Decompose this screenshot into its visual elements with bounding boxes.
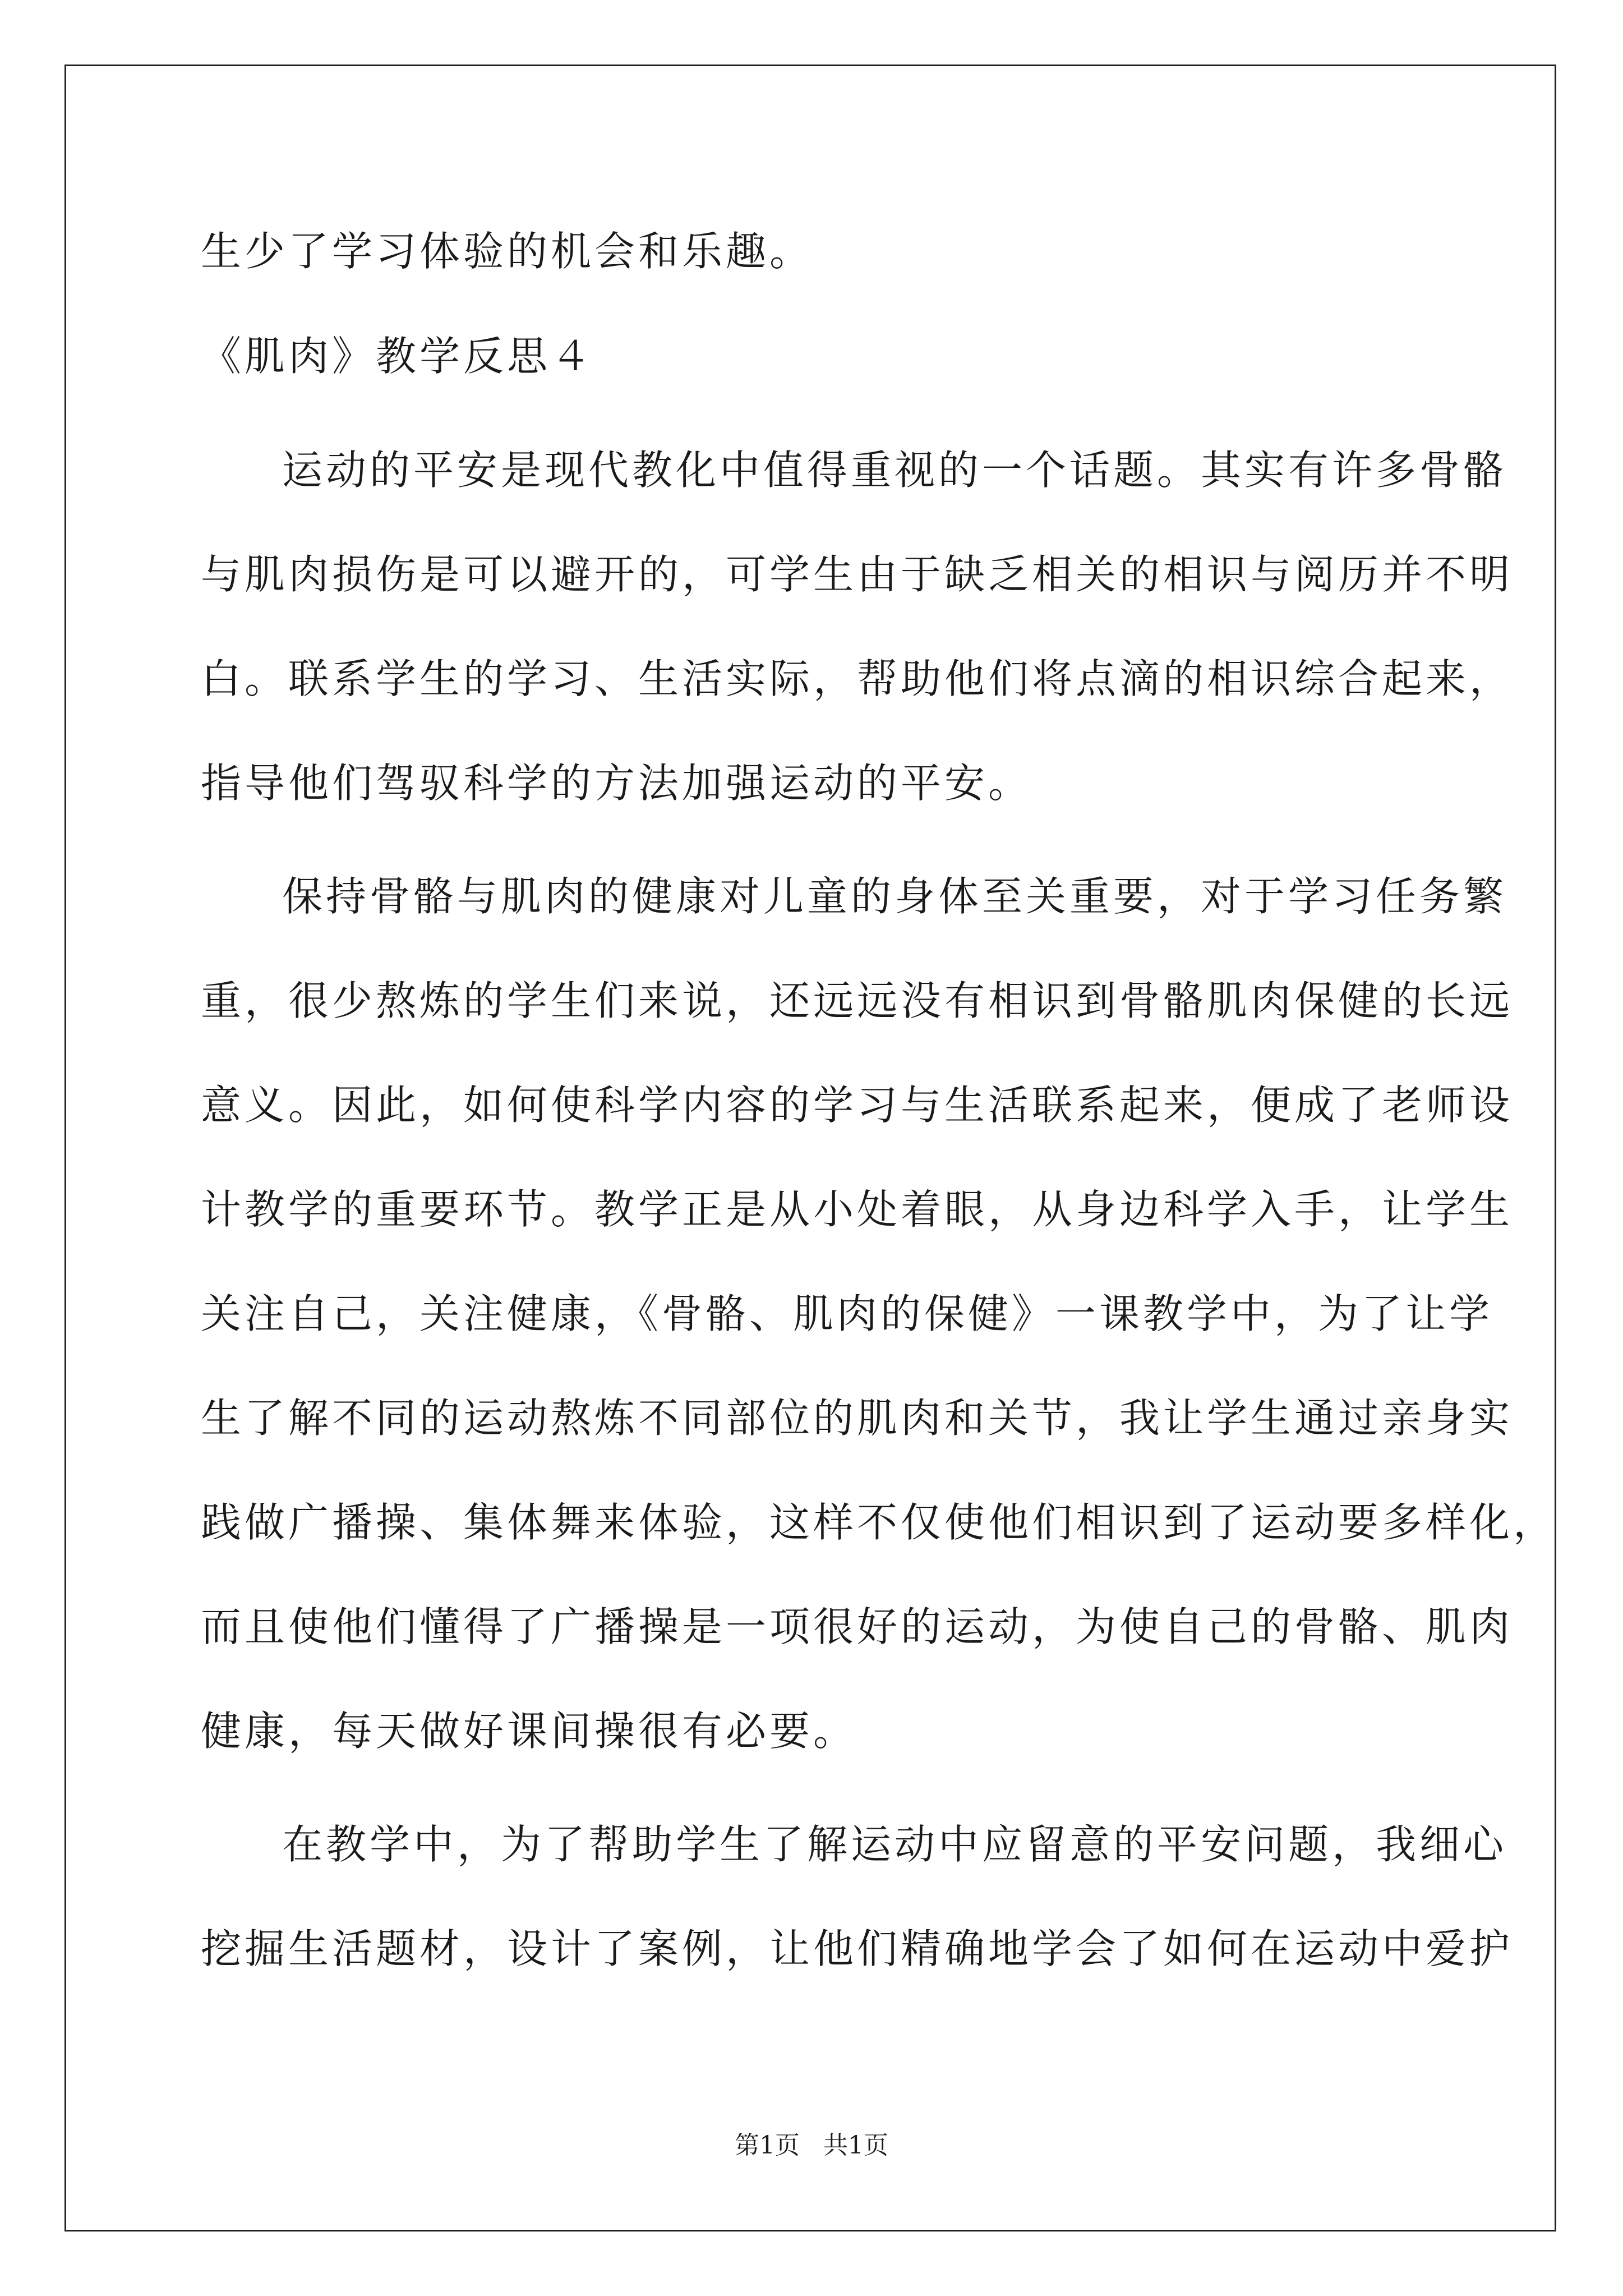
paragraph-line: 践做广播操、集体舞来体验，这样不仅使他们相识到了运动要多样化， <box>201 1499 1557 1546</box>
paragraph-line: 挖掘生活题材，设计了案例，让他们精确地学会了如何在运动中爱护 <box>201 1925 1514 1972</box>
paragraph-line: 而且使他们懂得了广播操是一项很好的运动，为使自己的骨骼、肌肉 <box>201 1603 1514 1650</box>
section-title: 《肌肉》教学反思４ <box>201 333 595 380</box>
page-number: 第1页 <box>735 2131 800 2160</box>
paragraph-line: 在教学中，为了帮助学生了解运动中应留意的平安问题，我细心 <box>282 1821 1507 1868</box>
continuation-line: 生少了学习体验的机会和乐趣。 <box>201 228 814 275</box>
paragraph-line: 意义。因此，如何使科学内容的学习与生活联系起来，便成了老师设 <box>201 1082 1514 1129</box>
paragraph-line: 与肌肉损伤是可以避开的，可学生由于缺乏相关的相识与阅历并不明 <box>201 551 1514 598</box>
paragraph-line: 重，很少熬炼的学生们来说，还远远没有相识到骨骼肌肉保健的长远 <box>201 977 1514 1024</box>
paragraph-line: 保持骨骼与肌肉的健康对儿童的身体至关重要，对于学习任务繁 <box>282 873 1507 920</box>
paragraph-line: 计教学的重要环节。教学正是从小处着眼，从身边科学入手，让学生 <box>201 1186 1514 1233</box>
paragraph-line: 健康，每天做好课间操很有必要。 <box>201 1708 857 1755</box>
page-border <box>64 65 1556 2231</box>
paragraph-line: 指导他们驾驭科学的方法加强运动的平安。 <box>201 760 1032 807</box>
page-total: 共1页 <box>823 2131 888 2160</box>
paragraph-line: 关注自己，关注健康，《骨骼、肌肉的保健》一课教学中，为了让学 <box>201 1290 1493 1337</box>
paragraph-line: 运动的平安是现代教化中值得重视的一个话题。其实有许多骨骼 <box>282 447 1507 494</box>
page-footer <box>0 2129 1623 2162</box>
paragraph-line: 白。联系学生的学习、生活实际，帮助他们将点滴的相识综合起来， <box>201 655 1514 702</box>
paragraph-line: 生了解不同的运动熬炼不同部位的肌肉和关节，我让学生通过亲身实 <box>201 1395 1514 1442</box>
